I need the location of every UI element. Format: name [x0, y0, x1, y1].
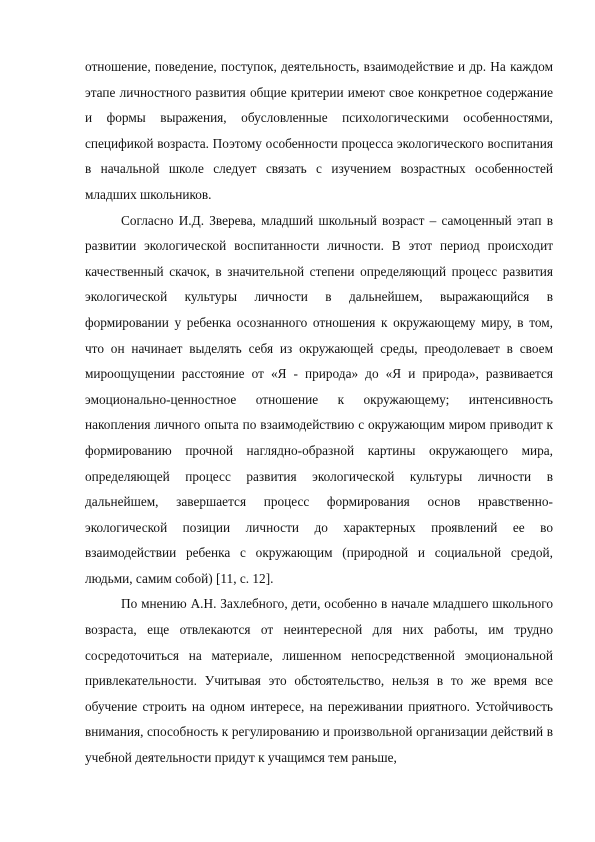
paragraph-zverev: Согласно И.Д. Зверева, младший школьный возраст – самоценный этап в развитии экологической воспитанности личности. В этот период происходит качественный скачок, в значительной степени определяющий процесс развития экологической культуры личности в дальнейшем, выражающийся в формировании у ребенка осознанного отношения к окружающему миру, в том, что он начинает выделять себя из окружающей среды, преодолевает в своем мироощущении расстояние от «Я - природа» до «Я и природа», развивается эмоционально-ценностное отношение к окружающему; интенсивность накопления личного опыта по взаимодействию с окружающим миром приводит к формированию прочной наглядно-образной картины окружающего мира, определяющей процесс развития экологической культуры личности в дальнейшем, завершается процесс формирования основ нравственно-экологической позиции личности до характерных проявлений ее во взаимодействии ребенка с окружающим (природной и социальной средой, людьми, самим собой) [11, с. 12]. — [85, 212, 553, 586]
paragraph-zakhlebny: По мнению А.Н. Захлебного, дети, особенно в начале младшего школьного возраста, еще отвлекаются от неинтересной для них работы, им трудно сосредоточиться на материале, лишенном непосредственной эмоциональной привлекательности. Учитывая это обстоятельство, нельзя в то же время все обучение строить на одном интересе, на переживании приятного. Устойчивость внимания, способность к регулированию и произвольной организации действий в учебной деятельности придут к учащимся тем раньше, — [85, 596, 553, 766]
paragraph-continuation: отношение, поведение, поступок, деятельность, взаимодействие и др. На каждом этапе личностного развития общие критерии имеют свое конкретное содержание и формы выражения, обусловленные психологическими особенностями, спецификой возраста. Поэтому особенности процесса экологического воспитания в начальной школе следует связать с изучением возрастных особенностей младших школьников. — [85, 59, 553, 202]
document-page — [85, 54, 553, 771]
